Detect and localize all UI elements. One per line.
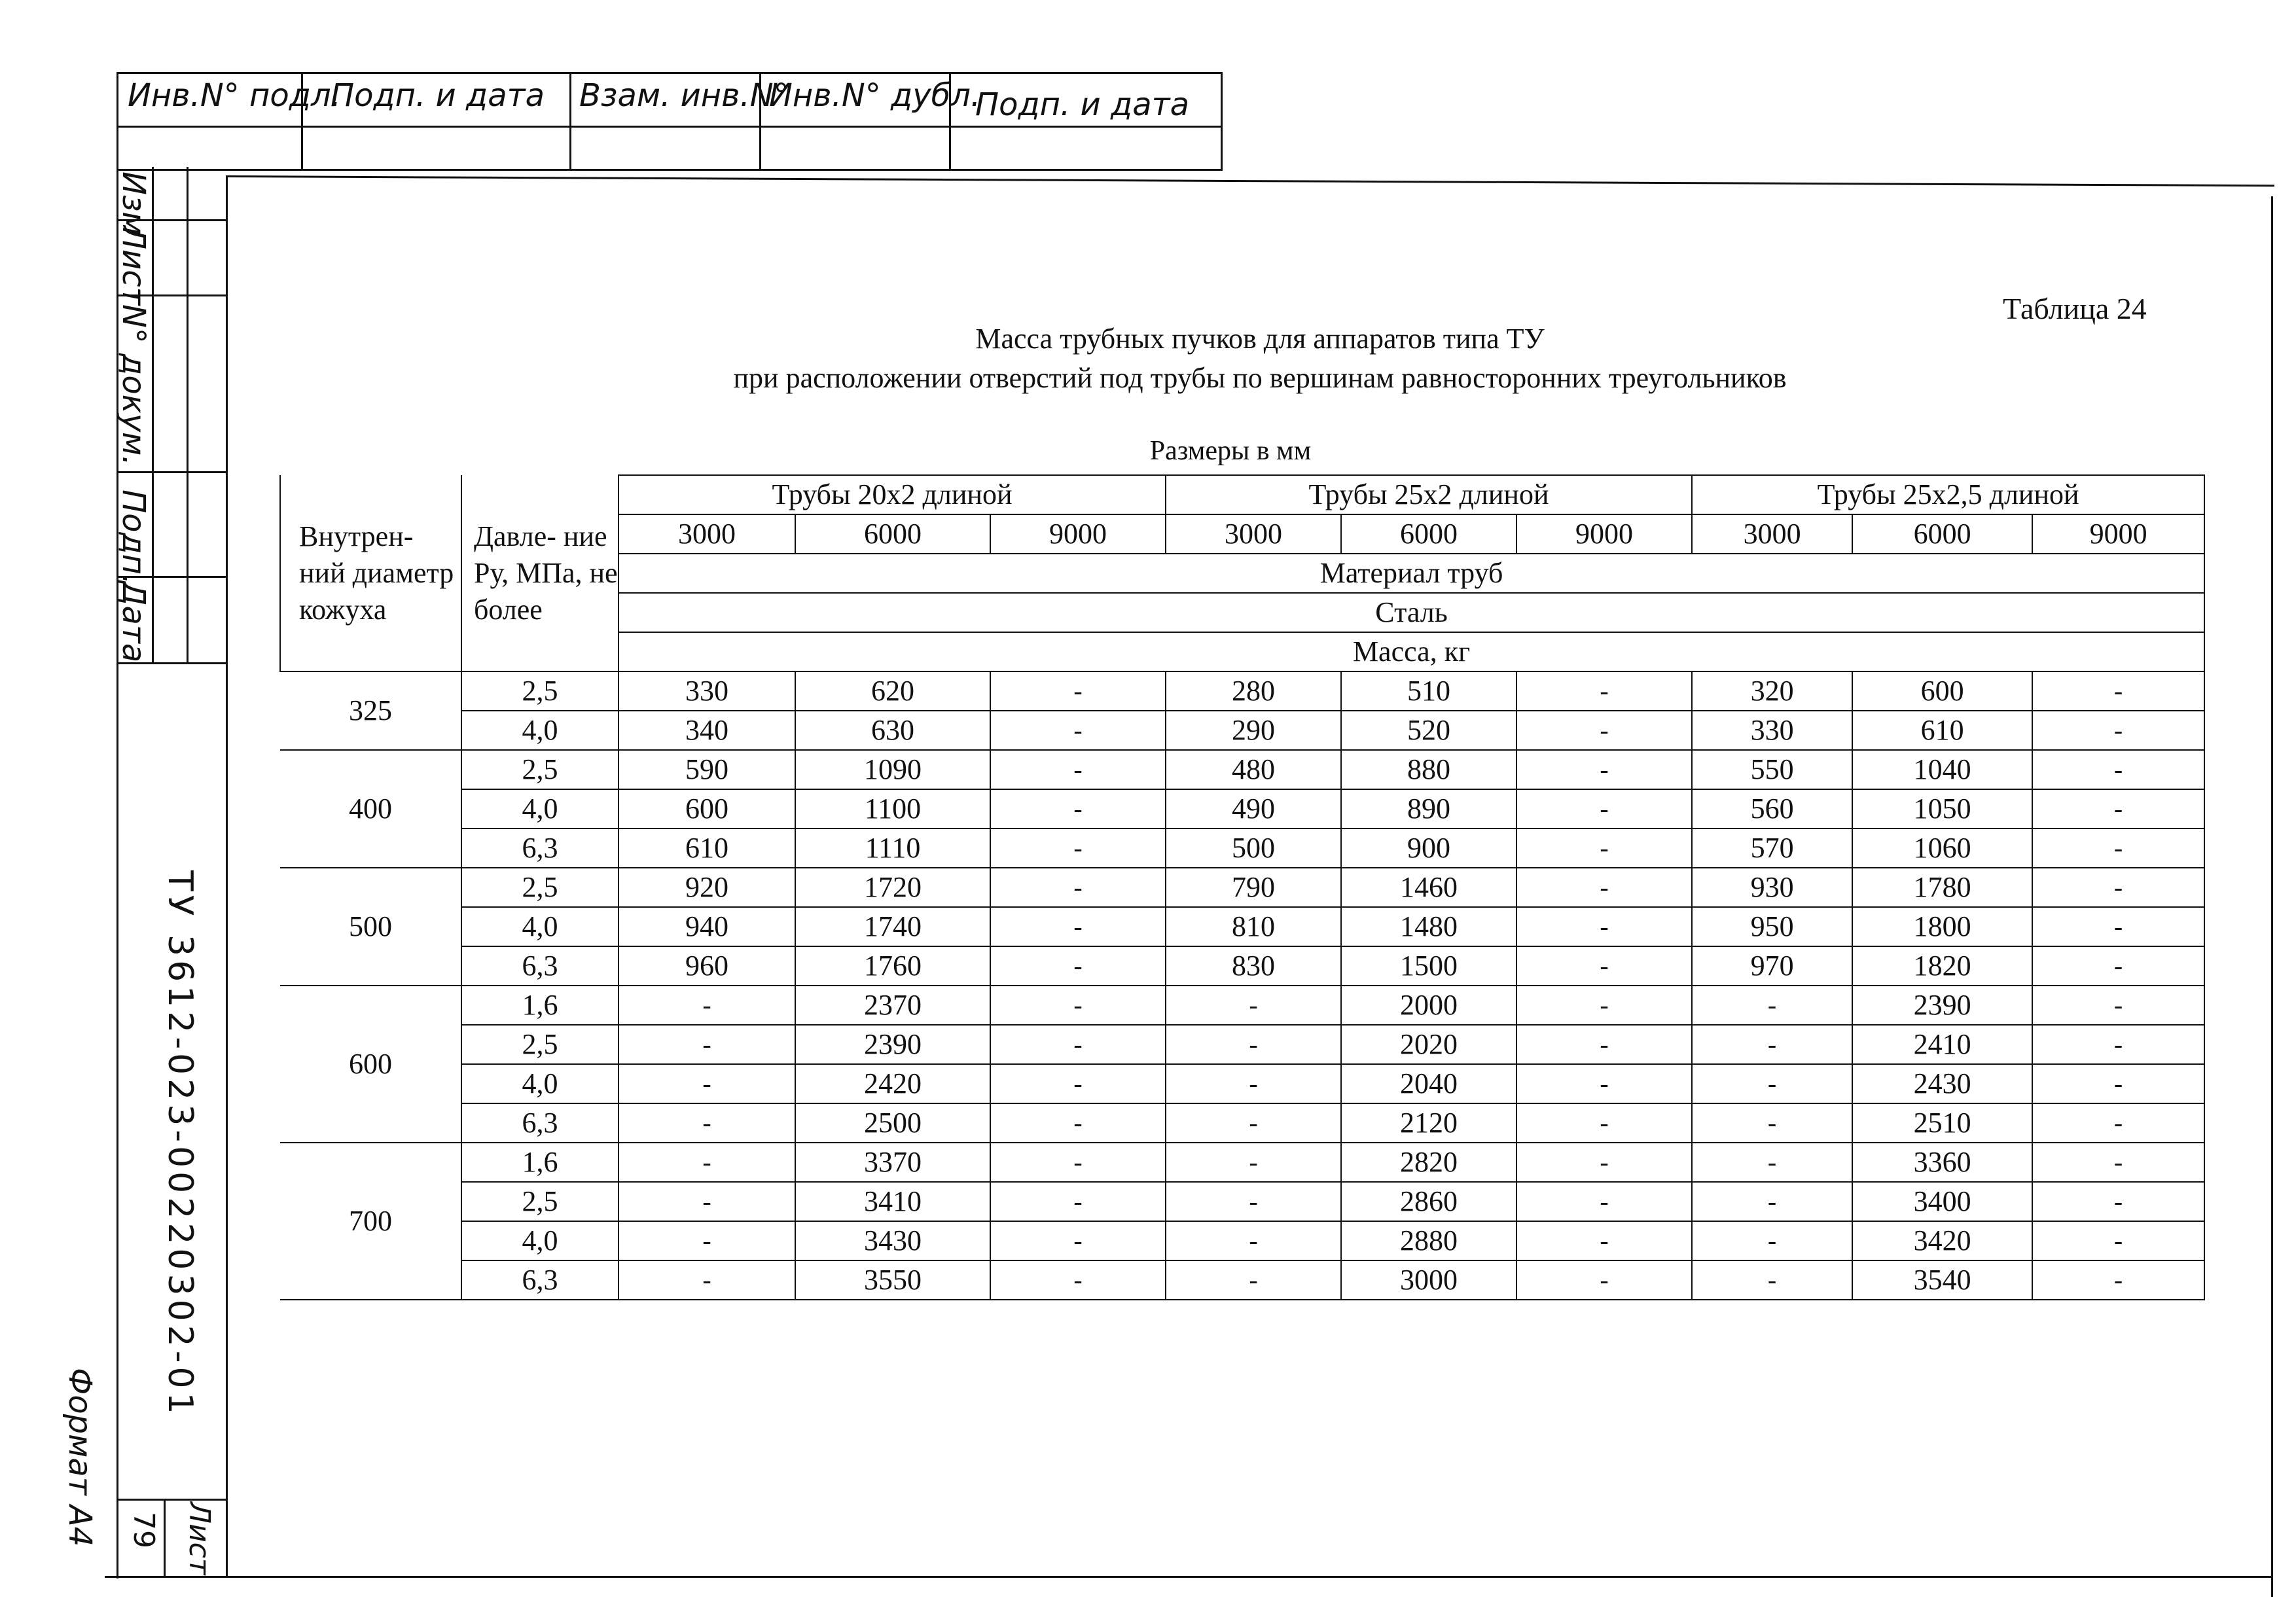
mass-cell: 560 xyxy=(1692,789,1852,829)
caption-line-1: Масса трубных пучков для аппаратов типа ТУ xyxy=(975,323,1545,355)
mass-cell: 1500 xyxy=(1341,946,1516,986)
pressure-cell: 2,5 xyxy=(461,1025,619,1064)
mass-cell: - xyxy=(1166,1064,1341,1103)
mass-cell: 1480 xyxy=(1341,907,1516,946)
table-row xyxy=(280,946,2204,986)
mass-cell: - xyxy=(1516,1103,1692,1143)
mass-cell: - xyxy=(1516,671,1692,711)
mass-cell: - xyxy=(990,1260,1166,1300)
pressure-cell: 4,0 xyxy=(461,1064,619,1103)
mass-cell: 890 xyxy=(1341,789,1516,829)
mass-cell: 1460 xyxy=(1341,868,1516,907)
header-diameter-text: Внутрен- ний диаметр кожуха xyxy=(299,520,454,626)
mass-cell: 2120 xyxy=(1341,1103,1516,1143)
mass-cell: - xyxy=(619,986,795,1025)
diameter-cell: 400 xyxy=(280,750,461,868)
mass-cell: - xyxy=(1516,1221,1692,1260)
table-row xyxy=(280,1025,2204,1064)
mass-cell: - xyxy=(990,1025,1166,1064)
mass-cell: - xyxy=(2032,986,2204,1025)
frame-right-line xyxy=(2271,196,2273,1597)
header-group-1: Трубы 20х2 длиной xyxy=(619,475,1166,514)
mass-cell: - xyxy=(1692,1260,1852,1300)
mass-cell: - xyxy=(1166,1025,1341,1064)
mass-cell: 3420 xyxy=(1852,1221,2032,1260)
mass-cell: 2410 xyxy=(1852,1025,2032,1064)
mass-cell: 830 xyxy=(1166,946,1341,986)
mass-cell: - xyxy=(990,1064,1166,1103)
mass-cell: 280 xyxy=(1166,671,1341,711)
sheet-label: Лист xyxy=(183,1502,216,1575)
mass-cell: - xyxy=(619,1143,795,1182)
mass-cell: - xyxy=(990,986,1166,1025)
mass-cell: 940 xyxy=(619,907,795,946)
header-length: 9000 xyxy=(990,514,1166,554)
pressure-cell: 2,5 xyxy=(461,750,619,789)
mass-cell: 3410 xyxy=(795,1182,990,1221)
mass-cell: 590 xyxy=(619,750,795,789)
stamp-inv-podl: Инв.N° подл. xyxy=(128,77,341,114)
mass-cell: - xyxy=(2032,907,2204,946)
mass-cell: - xyxy=(990,868,1166,907)
pressure-cell: 2,5 xyxy=(461,671,619,711)
mass-cell: - xyxy=(2032,711,2204,750)
frame-left-line xyxy=(226,175,228,1576)
mass-cell: - xyxy=(1692,1143,1852,1182)
mass-cell: - xyxy=(1516,711,1692,750)
mass-cell: - xyxy=(1516,1025,1692,1064)
frame-top-line xyxy=(226,175,2274,187)
mass-cell: - xyxy=(990,1103,1166,1143)
mass-cell: - xyxy=(990,671,1166,711)
mass-cell: 790 xyxy=(1166,868,1341,907)
mass-cell: - xyxy=(1516,907,1692,946)
pressure-cell: 6,3 xyxy=(461,946,619,986)
mass-cell: - xyxy=(619,1025,795,1064)
mass-cell: 810 xyxy=(1166,907,1341,946)
mass-cell: - xyxy=(1166,1221,1341,1260)
mass-cell: - xyxy=(1692,1182,1852,1221)
mass-cell: 500 xyxy=(1166,829,1341,868)
mass-table xyxy=(279,474,2205,1300)
sizes-note: Размеры в мм xyxy=(1149,436,1312,466)
mass-cell: 2420 xyxy=(795,1064,990,1103)
header-length: 6000 xyxy=(1852,514,2032,554)
table-caption xyxy=(458,319,2062,398)
mass-cell: - xyxy=(619,1103,795,1143)
mass-cell: 330 xyxy=(1692,711,1852,750)
mass-cell: 1820 xyxy=(1852,946,2032,986)
mass-cell: 340 xyxy=(619,711,795,750)
table-number: Таблица 24 xyxy=(2003,292,2147,325)
mass-cell: 900 xyxy=(1341,829,1516,868)
header-mass-label: Масса, кг xyxy=(619,632,2204,671)
mass-cell: - xyxy=(1516,946,1692,986)
table-row xyxy=(280,671,2204,711)
mass-cell: - xyxy=(1516,1182,1692,1221)
mass-cell: 630 xyxy=(795,711,990,750)
mass-cell: - xyxy=(2032,671,2204,711)
mass-cell: 970 xyxy=(1692,946,1852,986)
mass-cell: - xyxy=(990,1182,1166,1221)
header-diameter xyxy=(280,475,461,671)
mass-cell: 2370 xyxy=(795,986,990,1025)
diameter-cell: 325 xyxy=(280,671,461,750)
mass-cell: 1800 xyxy=(1852,907,2032,946)
mass-cell: 600 xyxy=(619,789,795,829)
mass-cell: 880 xyxy=(1341,750,1516,789)
mass-cell: - xyxy=(1692,1025,1852,1064)
mass-cell: 610 xyxy=(619,829,795,868)
mass-cell: - xyxy=(2032,750,2204,789)
sheet-number: 79 xyxy=(127,1512,160,1548)
table-row xyxy=(280,1221,2204,1260)
pressure-cell: 6,3 xyxy=(461,1260,619,1300)
mass-cell: - xyxy=(990,1221,1166,1260)
stamp-n-dokum: N° докум. xyxy=(115,304,152,466)
pressure-cell: 1,6 xyxy=(461,986,619,1025)
mass-cell: 3400 xyxy=(1852,1182,2032,1221)
mass-cell: 490 xyxy=(1166,789,1341,829)
mass-cell: - xyxy=(2032,1221,2204,1260)
mass-cell: 2020 xyxy=(1341,1025,1516,1064)
mass-cell: - xyxy=(990,789,1166,829)
mass-cell: 2820 xyxy=(1341,1143,1516,1182)
mass-cell: 3550 xyxy=(795,1260,990,1300)
diameter-cell: 500 xyxy=(280,868,461,986)
mass-cell: - xyxy=(1516,986,1692,1025)
mass-cell: - xyxy=(619,1064,795,1103)
table-row xyxy=(280,1182,2204,1221)
mass-cell: 1100 xyxy=(795,789,990,829)
table-row xyxy=(280,789,2204,829)
mass-cell: - xyxy=(1516,1260,1692,1300)
mass-cell: - xyxy=(1516,829,1692,868)
mass-cell: - xyxy=(619,1221,795,1260)
pressure-cell: 2,5 xyxy=(461,1182,619,1221)
mass-cell: - xyxy=(1166,1182,1341,1221)
document-code: ТУ 3612-023-00220302-01 xyxy=(160,870,200,1418)
stamp-podp-data-2: Подп. и дата xyxy=(975,86,1189,123)
pressure-cell: 2,5 xyxy=(461,868,619,907)
mass-cell: 2510 xyxy=(1852,1103,2032,1143)
pressure-cell: 4,0 xyxy=(461,711,619,750)
mass-cell: - xyxy=(1516,1064,1692,1103)
mass-cell: 600 xyxy=(1852,671,2032,711)
mass-cell: 2390 xyxy=(795,1025,990,1064)
mass-cell: - xyxy=(2032,1025,2204,1064)
mass-cell: 1110 xyxy=(795,829,990,868)
mass-cell: - xyxy=(619,1182,795,1221)
mass-cell: 3370 xyxy=(795,1143,990,1182)
mass-cell: 3360 xyxy=(1852,1143,2032,1182)
table-row xyxy=(280,1064,2204,1103)
header-material: Сталь xyxy=(619,593,2204,632)
mass-cell: 510 xyxy=(1341,671,1516,711)
table-row xyxy=(280,1143,2204,1182)
mass-cell: 930 xyxy=(1692,868,1852,907)
mass-cell: - xyxy=(2032,1260,2204,1300)
pressure-cell: 4,0 xyxy=(461,907,619,946)
header-length: 3000 xyxy=(1166,514,1341,554)
mass-cell: 610 xyxy=(1852,711,2032,750)
mass-cell: 520 xyxy=(1341,711,1516,750)
mass-cell: 1050 xyxy=(1852,789,2032,829)
mass-cell: - xyxy=(1166,1260,1341,1300)
table-body xyxy=(280,671,2204,1300)
table-row xyxy=(280,986,2204,1025)
mass-cell: - xyxy=(2032,1103,2204,1143)
mass-cell: - xyxy=(990,711,1166,750)
header-length: 9000 xyxy=(1516,514,1692,554)
mass-cell: 1090 xyxy=(795,750,990,789)
mass-cell: - xyxy=(1166,1143,1341,1182)
table-row xyxy=(280,1260,2204,1300)
stamp-list: Лист xyxy=(115,226,152,306)
pressure-cell: 4,0 xyxy=(461,1221,619,1260)
mass-cell: - xyxy=(1516,789,1692,829)
mass-cell: - xyxy=(990,946,1166,986)
stamp-podp-data-1: Подп. и дата xyxy=(331,77,545,114)
table-row xyxy=(280,1103,2204,1143)
header-length: 6000 xyxy=(1341,514,1516,554)
mass-cell: 1760 xyxy=(795,946,990,986)
mass-cell: 480 xyxy=(1166,750,1341,789)
mass-cell: 2500 xyxy=(795,1103,990,1143)
stamp-inv-dubl: Инв.N° дубл. xyxy=(769,77,981,114)
table-row xyxy=(280,868,2204,907)
mass-cell: - xyxy=(1692,986,1852,1025)
mass-cell: - xyxy=(2032,1182,2204,1221)
mass-cell: 1040 xyxy=(1852,750,2032,789)
header-group-3: Трубы 25х2,5 длиной xyxy=(1692,475,2204,514)
mass-cell: 320 xyxy=(1692,671,1852,711)
table-row xyxy=(280,907,2204,946)
mass-cell: 620 xyxy=(795,671,990,711)
mass-cell: - xyxy=(1692,1064,1852,1103)
mass-cell: 1720 xyxy=(795,868,990,907)
mass-cell: - xyxy=(990,907,1166,946)
pressure-cell: 1,6 xyxy=(461,1143,619,1182)
frame-bottom-line xyxy=(105,1576,2272,1578)
stamp-podp: Подп. xyxy=(115,490,152,585)
mass-cell: 550 xyxy=(1692,750,1852,789)
stamp-vzam-inv: Взам. инв.N° xyxy=(579,77,789,114)
table-row xyxy=(280,750,2204,789)
mass-cell: 2040 xyxy=(1341,1064,1516,1103)
mass-cell: - xyxy=(1516,868,1692,907)
mass-cell: - xyxy=(619,1260,795,1300)
mass-cell: - xyxy=(1692,1221,1852,1260)
mass-cell: 3000 xyxy=(1341,1260,1516,1300)
mass-cell: 960 xyxy=(619,946,795,986)
mass-cell: 2880 xyxy=(1341,1221,1516,1260)
mass-cell: 2430 xyxy=(1852,1064,2032,1103)
stamp-data: Дата xyxy=(115,581,152,663)
header-length: 9000 xyxy=(2032,514,2204,554)
mass-cell: - xyxy=(2032,946,2204,986)
mass-cell: - xyxy=(2032,1064,2204,1103)
mass-cell: - xyxy=(1166,986,1341,1025)
mass-cell: - xyxy=(1516,750,1692,789)
mass-cell: - xyxy=(1516,1143,1692,1182)
header-length: 3000 xyxy=(619,514,795,554)
mass-cell: 1780 xyxy=(1852,868,2032,907)
header-pressure xyxy=(461,475,619,671)
mass-cell: 570 xyxy=(1692,829,1852,868)
mass-cell: 1740 xyxy=(795,907,990,946)
stamp-izm: Изм xyxy=(115,171,152,236)
header-length: 3000 xyxy=(1692,514,1852,554)
mass-cell: - xyxy=(2032,1143,2204,1182)
mass-cell: 920 xyxy=(619,868,795,907)
diameter-cell: 700 xyxy=(280,1143,461,1300)
header-material-label: Материал труб xyxy=(619,554,2204,593)
mass-cell: - xyxy=(990,829,1166,868)
mass-cell: - xyxy=(2032,868,2204,907)
mass-cell: 290 xyxy=(1166,711,1341,750)
mass-cell: 3430 xyxy=(795,1221,990,1260)
mass-cell: - xyxy=(990,1143,1166,1182)
mass-cell: 2390 xyxy=(1852,986,2032,1025)
mass-cell: 950 xyxy=(1692,907,1852,946)
header-pressure-text: Давле- ние Ру, МПа, не более xyxy=(474,520,618,626)
mass-cell: 2000 xyxy=(1341,986,1516,1025)
pressure-cell: 6,3 xyxy=(461,1103,619,1143)
format-label: Формат А4 xyxy=(62,1368,98,1547)
mass-cell: - xyxy=(1692,1103,1852,1143)
diameter-cell: 600 xyxy=(280,986,461,1143)
mass-cell: 1060 xyxy=(1852,829,2032,868)
mass-cell: - xyxy=(1166,1103,1341,1143)
header-length: 6000 xyxy=(795,514,990,554)
mass-cell: 3540 xyxy=(1852,1260,2032,1300)
table-row xyxy=(280,829,2204,868)
mass-cell: 330 xyxy=(619,671,795,711)
header-group-2: Трубы 25х2 длиной xyxy=(1166,475,1692,514)
mass-cell: - xyxy=(2032,789,2204,829)
table-row xyxy=(280,711,2204,750)
caption-line-2: при расположении отверстий под трубы по вершинам равносторонних треугольников xyxy=(733,362,1787,394)
mass-cell: 2860 xyxy=(1341,1182,1516,1221)
pressure-cell: 6,3 xyxy=(461,829,619,868)
mass-cell: - xyxy=(990,750,1166,789)
mass-cell: - xyxy=(2032,829,2204,868)
pressure-cell: 4,0 xyxy=(461,789,619,829)
